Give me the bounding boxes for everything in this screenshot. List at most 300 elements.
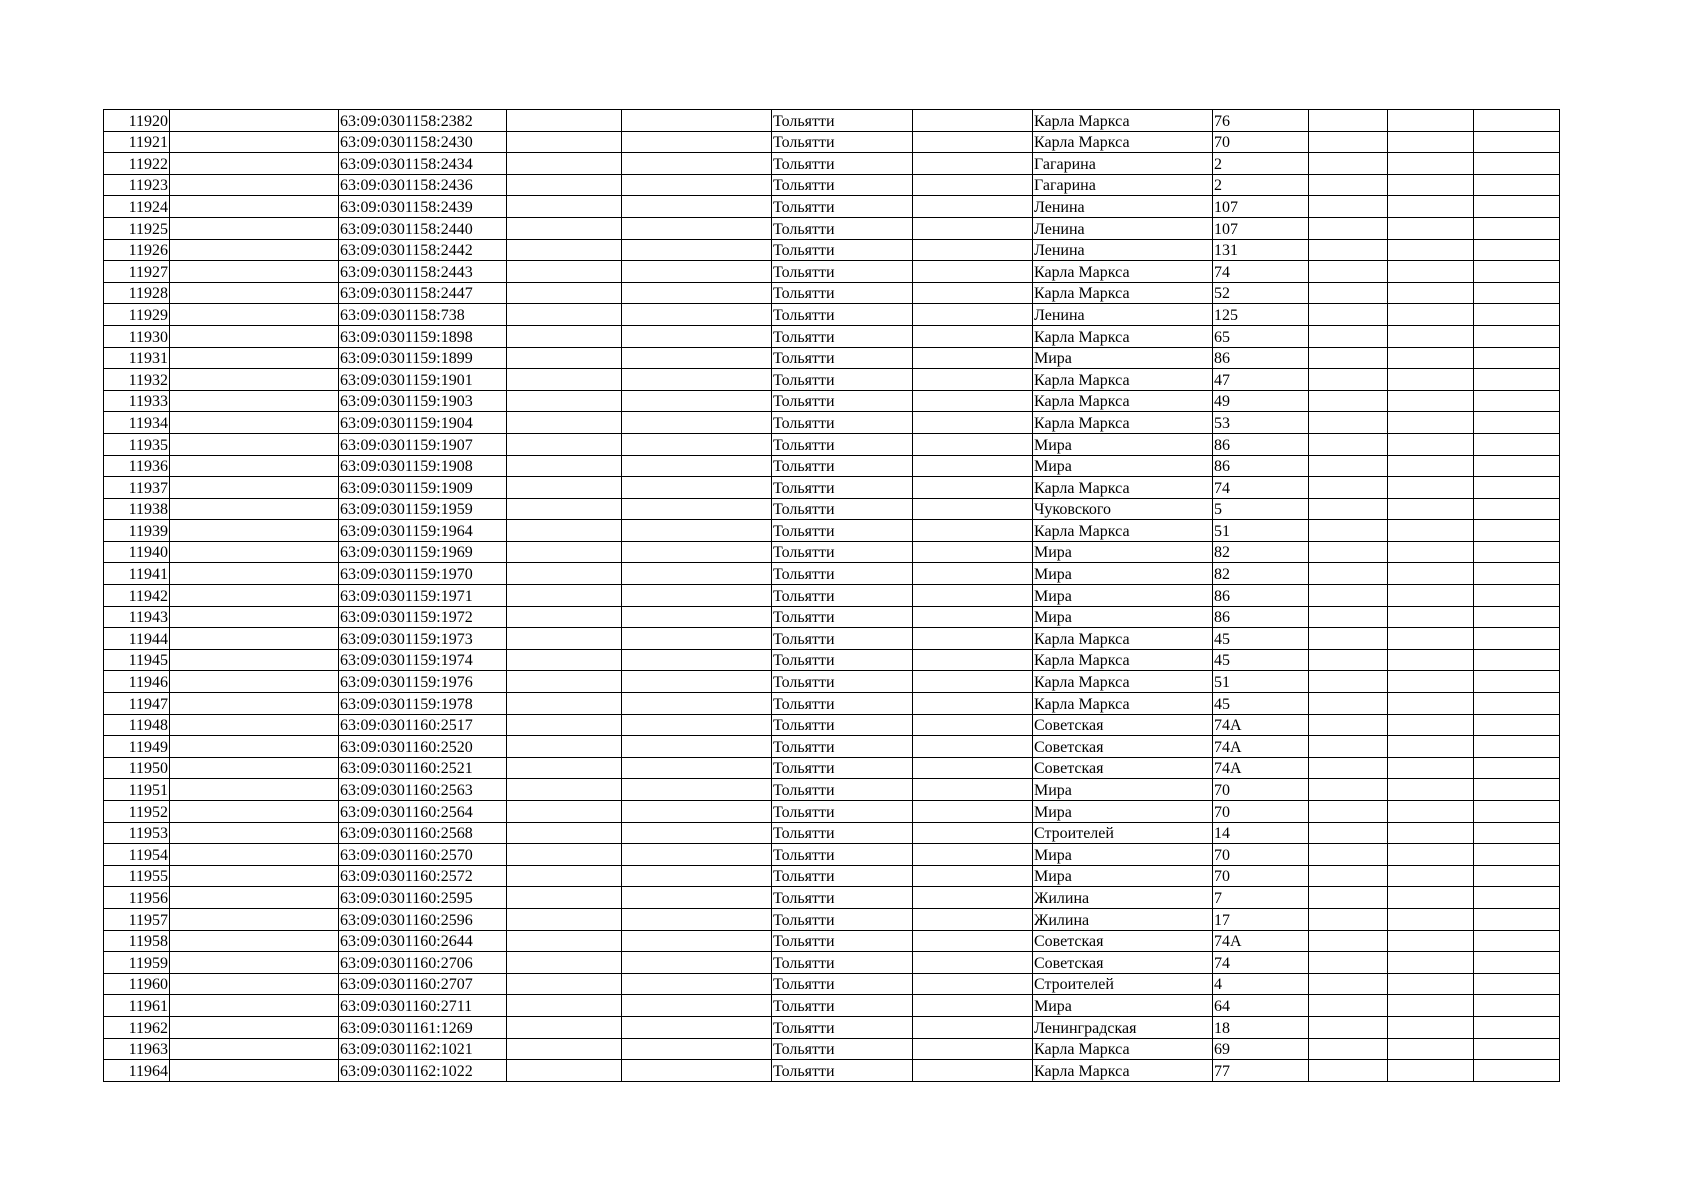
empty-cell	[1309, 131, 1388, 153]
empty-cell	[170, 844, 339, 866]
city-cell: Тольятти	[772, 196, 913, 218]
empty-cell	[1388, 585, 1474, 607]
empty-cell	[1474, 606, 1560, 628]
empty-cell	[1309, 433, 1388, 455]
house-number-cell: 70	[1213, 131, 1309, 153]
empty-cell	[170, 174, 339, 196]
empty-cell	[622, 282, 772, 304]
empty-cell	[1309, 952, 1388, 974]
cadastral-number-cell: 63:09:0301159:1974	[339, 649, 507, 671]
empty-cell	[170, 153, 339, 175]
city-cell: Тольятти	[772, 304, 913, 326]
empty-cell	[1388, 325, 1474, 347]
empty-cell	[1388, 282, 1474, 304]
city-cell: Тольятти	[772, 498, 913, 520]
empty-cell	[1388, 239, 1474, 261]
cadastral-number-cell: 63:09:0301159:1907	[339, 433, 507, 455]
house-number-cell: 86	[1213, 433, 1309, 455]
cadastral-number-cell: 63:09:0301160:2521	[339, 757, 507, 779]
empty-cell	[622, 239, 772, 261]
table-row	[104, 282, 1560, 304]
empty-cell	[1474, 693, 1560, 715]
empty-cell	[913, 1060, 1033, 1082]
row-number-cell: 11941	[104, 563, 170, 585]
empty-cell	[1309, 585, 1388, 607]
empty-cell	[507, 520, 622, 542]
empty-cell	[1474, 131, 1560, 153]
empty-cell	[913, 153, 1033, 175]
street-cell: Ленина	[1033, 196, 1213, 218]
empty-cell	[1474, 801, 1560, 823]
street-cell: Строителей	[1033, 822, 1213, 844]
empty-cell	[622, 196, 772, 218]
empty-cell	[507, 563, 622, 585]
empty-cell	[1309, 369, 1388, 391]
empty-cell	[913, 649, 1033, 671]
empty-cell	[170, 1016, 339, 1038]
empty-cell	[1309, 714, 1388, 736]
empty-cell	[1474, 304, 1560, 326]
house-number-cell: 65	[1213, 325, 1309, 347]
empty-cell	[622, 1016, 772, 1038]
city-cell: Тольятти	[772, 520, 913, 542]
table-row	[104, 412, 1560, 434]
street-cell: Карла Маркса	[1033, 520, 1213, 542]
empty-cell	[913, 110, 1033, 132]
empty-cell	[1388, 153, 1474, 175]
street-cell: Советская	[1033, 930, 1213, 952]
empty-cell	[622, 217, 772, 239]
empty-cell	[1309, 865, 1388, 887]
empty-cell	[1474, 261, 1560, 283]
city-cell: Тольятти	[772, 973, 913, 995]
empty-cell	[622, 930, 772, 952]
city-cell: Тольятти	[772, 455, 913, 477]
empty-cell	[913, 217, 1033, 239]
empty-cell	[507, 649, 622, 671]
empty-cell	[622, 757, 772, 779]
house-number-cell: 45	[1213, 649, 1309, 671]
empty-cell	[1474, 390, 1560, 412]
city-cell: Тольятти	[772, 801, 913, 823]
empty-cell	[1388, 1016, 1474, 1038]
empty-cell	[622, 174, 772, 196]
cadastral-number-cell: 63:09:0301159:1901	[339, 369, 507, 391]
cadastral-number-cell: 63:09:0301159:1978	[339, 693, 507, 715]
empty-cell	[170, 714, 339, 736]
table-row	[104, 433, 1560, 455]
empty-cell	[913, 952, 1033, 974]
street-cell: Мира	[1033, 455, 1213, 477]
empty-cell	[622, 822, 772, 844]
empty-cell	[507, 1060, 622, 1082]
cadastral-number-cell: 63:09:0301159:1898	[339, 325, 507, 347]
street-cell: Мира	[1033, 779, 1213, 801]
empty-cell	[913, 930, 1033, 952]
empty-cell	[1388, 455, 1474, 477]
empty-cell	[1388, 541, 1474, 563]
empty-cell	[507, 1016, 622, 1038]
empty-cell	[622, 736, 772, 758]
empty-cell	[170, 261, 339, 283]
street-cell: Карла Маркса	[1033, 649, 1213, 671]
table-row	[104, 563, 1560, 585]
table-row	[104, 196, 1560, 218]
empty-cell	[1388, 714, 1474, 736]
empty-cell	[913, 801, 1033, 823]
cadastral-number-cell: 63:09:0301159:1903	[339, 390, 507, 412]
empty-cell	[507, 887, 622, 909]
row-number-cell: 11964	[104, 1060, 170, 1082]
city-cell: Тольятти	[772, 347, 913, 369]
empty-cell	[1309, 196, 1388, 218]
empty-cell	[170, 239, 339, 261]
street-cell: Мира	[1033, 347, 1213, 369]
house-number-cell: 53	[1213, 412, 1309, 434]
table-row	[104, 1038, 1560, 1060]
empty-cell	[622, 973, 772, 995]
street-cell: Мира	[1033, 865, 1213, 887]
empty-cell	[1474, 1038, 1560, 1060]
empty-cell	[913, 131, 1033, 153]
empty-cell	[622, 390, 772, 412]
empty-cell	[170, 369, 339, 391]
city-cell: Тольятти	[772, 671, 913, 693]
street-cell: Карла Маркса	[1033, 1060, 1213, 1082]
empty-cell	[170, 801, 339, 823]
empty-cell	[507, 1038, 622, 1060]
house-number-cell: 74А	[1213, 757, 1309, 779]
row-number-cell: 11937	[104, 477, 170, 499]
city-cell: Тольятти	[772, 174, 913, 196]
cadastral-number-cell: 63:09:0301158:2440	[339, 217, 507, 239]
city-cell: Тольятти	[772, 714, 913, 736]
empty-cell	[170, 930, 339, 952]
empty-cell	[507, 779, 622, 801]
table-row	[104, 369, 1560, 391]
empty-cell	[913, 779, 1033, 801]
house-number-cell: 17	[1213, 908, 1309, 930]
empty-cell	[622, 347, 772, 369]
street-cell: Карла Маркса	[1033, 131, 1213, 153]
empty-cell	[170, 217, 339, 239]
table-row	[104, 757, 1560, 779]
house-number-cell: 107	[1213, 217, 1309, 239]
table-row	[104, 304, 1560, 326]
house-number-cell: 7	[1213, 887, 1309, 909]
empty-cell	[1474, 110, 1560, 132]
empty-cell	[1309, 541, 1388, 563]
empty-cell	[1309, 174, 1388, 196]
cadastral-number-cell: 63:09:0301158:2434	[339, 153, 507, 175]
table-row	[104, 477, 1560, 499]
house-number-cell: 49	[1213, 390, 1309, 412]
empty-cell	[1309, 822, 1388, 844]
empty-cell	[170, 304, 339, 326]
row-number-cell: 11923	[104, 174, 170, 196]
empty-cell	[1309, 844, 1388, 866]
empty-cell	[622, 369, 772, 391]
empty-cell	[1388, 1038, 1474, 1060]
row-number-cell: 11920	[104, 110, 170, 132]
empty-cell	[1309, 217, 1388, 239]
empty-cell	[507, 973, 622, 995]
empty-cell	[1388, 995, 1474, 1017]
empty-cell	[1474, 433, 1560, 455]
empty-cell	[170, 822, 339, 844]
empty-cell	[507, 930, 622, 952]
empty-cell	[507, 865, 622, 887]
row-number-cell: 11934	[104, 412, 170, 434]
empty-cell	[913, 887, 1033, 909]
street-cell: Карла Маркса	[1033, 369, 1213, 391]
house-number-cell: 86	[1213, 347, 1309, 369]
empty-cell	[1309, 995, 1388, 1017]
street-cell: Гагарина	[1033, 153, 1213, 175]
empty-cell	[1388, 498, 1474, 520]
empty-cell	[1388, 779, 1474, 801]
row-number-cell: 11938	[104, 498, 170, 520]
row-number-cell: 11963	[104, 1038, 170, 1060]
empty-cell	[1474, 477, 1560, 499]
empty-cell	[913, 390, 1033, 412]
empty-cell	[913, 369, 1033, 391]
empty-cell	[507, 153, 622, 175]
empty-cell	[170, 671, 339, 693]
empty-cell	[622, 153, 772, 175]
empty-cell	[1309, 671, 1388, 693]
empty-cell	[507, 390, 622, 412]
empty-cell	[1388, 433, 1474, 455]
empty-cell	[1309, 325, 1388, 347]
table-row	[104, 390, 1560, 412]
table-row	[104, 801, 1560, 823]
empty-cell	[913, 563, 1033, 585]
empty-cell	[1388, 217, 1474, 239]
empty-cell	[170, 110, 339, 132]
city-cell: Тольятти	[772, 1038, 913, 1060]
empty-cell	[1309, 908, 1388, 930]
empty-cell	[1388, 736, 1474, 758]
empty-cell	[1309, 736, 1388, 758]
house-number-cell: 74А	[1213, 736, 1309, 758]
table-row	[104, 520, 1560, 542]
empty-cell	[1309, 261, 1388, 283]
table-row	[104, 714, 1560, 736]
street-cell: Мира	[1033, 995, 1213, 1017]
empty-cell	[507, 801, 622, 823]
empty-cell	[1309, 1038, 1388, 1060]
street-cell: Карла Маркса	[1033, 628, 1213, 650]
cadastral-number-cell: 63:09:0301158:2443	[339, 261, 507, 283]
street-cell: Мира	[1033, 844, 1213, 866]
table-row	[104, 930, 1560, 952]
empty-cell	[1309, 153, 1388, 175]
empty-cell	[1388, 822, 1474, 844]
cadastral-number-cell: 63:09:0301160:2644	[339, 930, 507, 952]
empty-cell	[913, 736, 1033, 758]
empty-cell	[170, 498, 339, 520]
cadastral-number-cell: 63:09:0301160:2595	[339, 887, 507, 909]
city-cell: Тольятти	[772, 649, 913, 671]
empty-cell	[1474, 908, 1560, 930]
empty-cell	[622, 649, 772, 671]
empty-cell	[1474, 973, 1560, 995]
empty-cell	[507, 541, 622, 563]
empty-cell	[507, 304, 622, 326]
house-number-cell: 45	[1213, 628, 1309, 650]
table-row	[104, 822, 1560, 844]
empty-cell	[1388, 671, 1474, 693]
house-number-cell: 70	[1213, 779, 1309, 801]
cadastral-number-cell: 63:09:0301160:2572	[339, 865, 507, 887]
empty-cell	[622, 477, 772, 499]
row-number-cell: 11939	[104, 520, 170, 542]
empty-cell	[170, 887, 339, 909]
city-cell: Тольятти	[772, 908, 913, 930]
empty-cell	[913, 541, 1033, 563]
empty-cell	[1474, 628, 1560, 650]
row-number-cell: 11926	[104, 239, 170, 261]
row-number-cell: 11948	[104, 714, 170, 736]
empty-cell	[170, 1060, 339, 1082]
empty-cell	[1309, 412, 1388, 434]
city-cell: Тольятти	[772, 412, 913, 434]
empty-cell	[507, 908, 622, 930]
row-number-cell: 11956	[104, 887, 170, 909]
cadastral-number-cell: 63:09:0301160:2570	[339, 844, 507, 866]
row-number-cell: 11927	[104, 261, 170, 283]
street-cell: Карла Маркса	[1033, 282, 1213, 304]
table-row	[104, 174, 1560, 196]
empty-cell	[622, 1038, 772, 1060]
table-row	[104, 736, 1560, 758]
house-number-cell: 74	[1213, 477, 1309, 499]
empty-cell	[913, 908, 1033, 930]
row-number-cell: 11961	[104, 995, 170, 1017]
empty-cell	[622, 412, 772, 434]
row-number-cell: 11943	[104, 606, 170, 628]
empty-cell	[622, 693, 772, 715]
cadastral-number-cell: 63:09:0301158:2436	[339, 174, 507, 196]
empty-cell	[170, 865, 339, 887]
empty-cell	[913, 822, 1033, 844]
empty-cell	[1388, 520, 1474, 542]
empty-cell	[622, 520, 772, 542]
city-cell: Тольятти	[772, 822, 913, 844]
cadastral-number-cell: 63:09:0301160:2596	[339, 908, 507, 930]
empty-cell	[622, 671, 772, 693]
empty-cell	[913, 606, 1033, 628]
street-cell: Ленина	[1033, 217, 1213, 239]
house-number-cell: 51	[1213, 671, 1309, 693]
empty-cell	[1474, 1060, 1560, 1082]
empty-cell	[1309, 390, 1388, 412]
empty-cell	[1388, 174, 1474, 196]
empty-cell	[170, 433, 339, 455]
empty-cell	[507, 952, 622, 974]
house-number-cell: 14	[1213, 822, 1309, 844]
street-cell: Ленинградская	[1033, 1016, 1213, 1038]
house-number-cell: 52	[1213, 282, 1309, 304]
row-number-cell: 11932	[104, 369, 170, 391]
row-number-cell: 11921	[104, 131, 170, 153]
empty-cell	[1309, 1016, 1388, 1038]
house-number-cell: 70	[1213, 801, 1309, 823]
empty-cell	[507, 110, 622, 132]
empty-cell	[913, 282, 1033, 304]
empty-cell	[1388, 304, 1474, 326]
cadastral-number-cell: 63:09:0301159:1909	[339, 477, 507, 499]
empty-cell	[622, 952, 772, 974]
empty-cell	[1388, 908, 1474, 930]
row-number-cell: 11928	[104, 282, 170, 304]
empty-cell	[913, 1038, 1033, 1060]
street-cell: Карла Маркса	[1033, 325, 1213, 347]
table-row	[104, 1060, 1560, 1082]
empty-cell	[507, 325, 622, 347]
empty-cell	[1309, 477, 1388, 499]
house-number-cell: 86	[1213, 585, 1309, 607]
row-number-cell: 11922	[104, 153, 170, 175]
empty-cell	[507, 736, 622, 758]
empty-cell	[507, 217, 622, 239]
empty-cell	[170, 477, 339, 499]
cadastral-number-cell: 63:09:0301159:1973	[339, 628, 507, 650]
empty-cell	[913, 455, 1033, 477]
empty-cell	[622, 261, 772, 283]
row-number-cell: 11933	[104, 390, 170, 412]
empty-cell	[1388, 412, 1474, 434]
house-number-cell: 76	[1213, 110, 1309, 132]
empty-cell	[1474, 995, 1560, 1017]
empty-cell	[507, 995, 622, 1017]
cadastral-number-cell: 63:09:0301160:2711	[339, 995, 507, 1017]
cadastral-number-cell: 63:09:0301160:2568	[339, 822, 507, 844]
empty-cell	[622, 779, 772, 801]
street-cell: Строителей	[1033, 973, 1213, 995]
table-row	[104, 887, 1560, 909]
row-number-cell: 11929	[104, 304, 170, 326]
empty-cell	[622, 1060, 772, 1082]
street-cell: Советская	[1033, 736, 1213, 758]
empty-cell	[622, 433, 772, 455]
empty-cell	[622, 455, 772, 477]
empty-cell	[507, 131, 622, 153]
empty-cell	[507, 498, 622, 520]
empty-cell	[170, 347, 339, 369]
empty-cell	[1309, 282, 1388, 304]
empty-cell	[170, 520, 339, 542]
street-cell: Карла Маркса	[1033, 261, 1213, 283]
table-row	[104, 865, 1560, 887]
empty-cell	[1474, 153, 1560, 175]
row-number-cell: 11958	[104, 930, 170, 952]
street-cell: Карла Маркса	[1033, 390, 1213, 412]
house-number-cell: 4	[1213, 973, 1309, 995]
table-row	[104, 693, 1560, 715]
empty-cell	[622, 887, 772, 909]
cadastral-number-cell: 63:09:0301158:738	[339, 304, 507, 326]
empty-cell	[1474, 757, 1560, 779]
table-row	[104, 995, 1560, 1017]
table-row	[104, 541, 1560, 563]
empty-cell	[913, 477, 1033, 499]
table-row	[104, 649, 1560, 671]
row-number-cell: 11955	[104, 865, 170, 887]
city-cell: Тольятти	[772, 369, 913, 391]
empty-cell	[170, 973, 339, 995]
